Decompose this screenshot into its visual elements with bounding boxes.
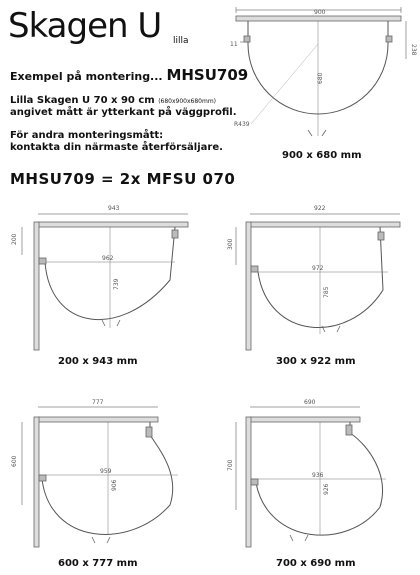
hinge xyxy=(386,36,392,42)
dim-right-side: 238 xyxy=(410,44,417,56)
example-line xyxy=(10,66,248,84)
diagram-900x680 xyxy=(228,4,418,164)
diagram-300x922 xyxy=(228,200,413,350)
dimensions-line-2: angivet mått är ytterkant på väggprofil. xyxy=(10,107,237,118)
note-line-2: kontakta din närmaste återförsäljare. xyxy=(10,142,223,153)
dim-left-side: 700 xyxy=(227,459,234,471)
dim-vertical: 785 xyxy=(323,286,330,298)
dim-top: 777 xyxy=(92,399,104,406)
diagram-600x777 xyxy=(10,395,195,550)
dim-horizontal: 936 xyxy=(312,472,324,479)
dim-horizontal: 962 xyxy=(102,255,114,262)
dimensions-text: Lilla Skagen U 70 x 90 cm xyxy=(10,95,155,106)
diagram-200x943 xyxy=(10,200,195,350)
shower-outline xyxy=(258,227,383,328)
dim-radius: R439 xyxy=(234,121,250,128)
note-line-1: För andra monteringsmått: xyxy=(10,130,164,141)
example-label: Exempel på montering... xyxy=(10,70,163,83)
dim-left-side: 300 xyxy=(227,238,234,250)
dim-left-small: 11 xyxy=(230,41,238,48)
dimensions-small: (680x900x680mm) xyxy=(158,98,217,105)
shower-outline xyxy=(42,422,173,534)
caption-700x690: 700 x 690 mm xyxy=(276,558,356,569)
caption-900x680: 900 x 680 mm xyxy=(282,150,362,161)
dim-top: 690 xyxy=(304,399,316,406)
dim-top: 922 xyxy=(314,205,326,212)
dim-horizontal: 972 xyxy=(312,265,324,272)
wall-profile xyxy=(34,222,39,350)
dim-top: 900 xyxy=(314,9,326,16)
diagram-700x690 xyxy=(228,395,413,550)
hinge xyxy=(244,36,250,42)
wall-profile xyxy=(236,16,401,21)
wall-profile xyxy=(246,222,251,350)
dim-top: 943 xyxy=(108,205,120,212)
dimensions-line-1 xyxy=(10,95,216,106)
title-subtitle: lilla xyxy=(173,36,189,46)
dim-horizontal: 959 xyxy=(100,468,112,475)
example-code: MHSU709 xyxy=(166,66,249,84)
wall-profile xyxy=(246,417,251,547)
caption-600x777: 600 x 777 mm xyxy=(58,558,138,569)
dim-left-side: 600 xyxy=(11,455,18,467)
page-title: Skagen U xyxy=(8,6,162,46)
dim-vertical: 906 xyxy=(111,479,118,491)
dim-left-side: 200 xyxy=(11,233,18,245)
wall-profile xyxy=(34,417,39,547)
caption-200x943: 200 x 943 mm xyxy=(58,356,138,367)
formula: MHSU709 = 2x MFSU 070 xyxy=(10,170,236,188)
dim-vertical: 680 xyxy=(317,72,324,84)
dim-vertical: 926 xyxy=(323,483,330,495)
caption-300x922: 300 x 922 mm xyxy=(276,356,356,367)
dim-vertical: 739 xyxy=(113,278,120,290)
